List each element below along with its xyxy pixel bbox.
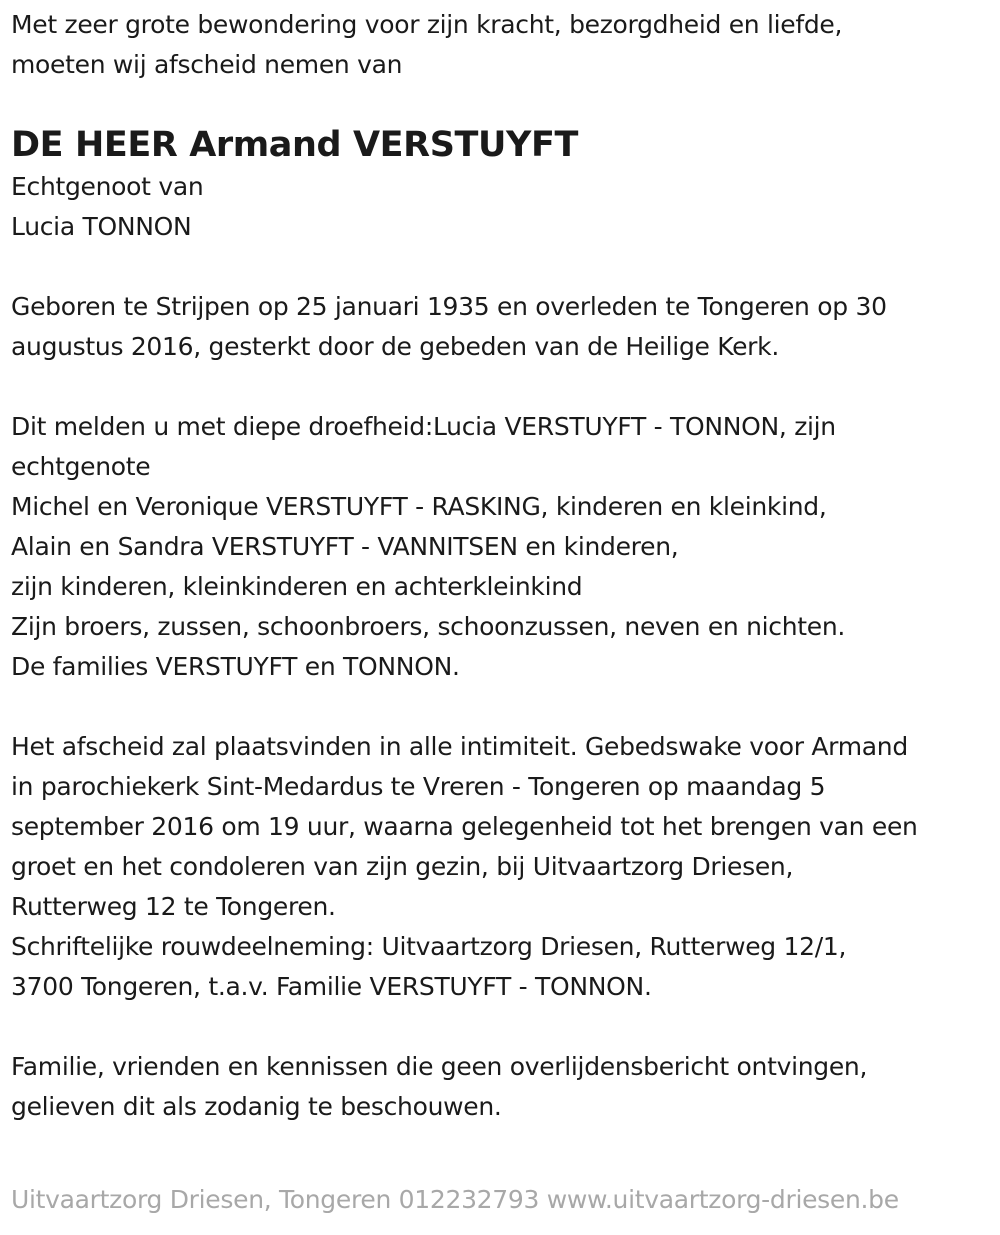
closing-paragraph bbox=[11, 1047, 990, 1127]
family-line: Alain en Sandra VERSTUYFT - VANNITSEN en kinderen, bbox=[11, 532, 679, 561]
family-paragraph bbox=[11, 407, 990, 687]
birth-death-line: augustus 2016, gesterkt door de gebeden van de Heilige Kerk. bbox=[11, 332, 779, 361]
spacer bbox=[11, 247, 990, 287]
family-line: echtgenote bbox=[11, 452, 151, 481]
farewell-line: september 2016 om 19 uur, waarna gelegenheid tot het brengen van een bbox=[11, 812, 918, 841]
family-line: Zijn broers, zussen, schoonbroers, schoonzussen, neven en nichten. bbox=[11, 612, 846, 641]
spacer bbox=[11, 367, 990, 407]
intro-line: Met zeer grote bewondering voor zijn kracht, bezorgdheid en liefde, bbox=[11, 10, 843, 39]
family-line: Dit melden u met diepe droefheid:Lucia VERSTUYFT - TONNON, zijn bbox=[11, 412, 836, 441]
farewell-line: Schriftelijke rouwdeelneming: Uitvaartzorg Driesen, Rutterweg 12/1, bbox=[11, 932, 847, 961]
family-line: De families VERSTUYFT en TONNON. bbox=[11, 652, 460, 681]
farewell-line: groet en het condoleren van zijn gezin, bij Uitvaartzorg Driesen, bbox=[11, 852, 794, 881]
spouse-line: Lucia TONNON bbox=[11, 212, 192, 241]
spacer bbox=[11, 1007, 990, 1047]
farewell-line: Rutterweg 12 te Tongeren. bbox=[11, 892, 336, 921]
obituary-notice bbox=[0, 5, 1000, 1235]
intro-line: moeten wij afscheid nemen van bbox=[11, 50, 403, 79]
closing-line: Familie, vrienden en kennissen die geen overlijdensbericht ontvingen, bbox=[11, 1052, 868, 1081]
spouse-paragraph bbox=[11, 167, 990, 247]
farewell-paragraph bbox=[11, 727, 990, 1007]
closing-line: gelieven dit als zodanig te beschouwen. bbox=[11, 1092, 502, 1121]
funeral-home-footer: Uitvaartzorg Driesen, Tongeren 012232793 www.uitvaartzorg-driesen.be bbox=[11, 1185, 899, 1214]
intro-paragraph bbox=[11, 5, 990, 85]
family-line: zijn kinderen, kleinkinderen en achterkleinkind bbox=[11, 572, 583, 601]
farewell-line: 3700 Tongeren, t.a.v. Familie VERSTUYFT - TONNON. bbox=[11, 972, 652, 1001]
spouse-line: Echtgenoot van bbox=[11, 172, 204, 201]
family-line: Michel en Veronique VERSTUYFT - RASKING, kinderen en kleinkind, bbox=[11, 492, 827, 521]
birth-death-paragraph bbox=[11, 287, 990, 367]
birth-death-line: Geboren te Strijpen op 25 januari 1935 en overleden te Tongeren op 30 bbox=[11, 292, 887, 321]
deceased-name-heading: DE HEER Armand VERSTUYFT bbox=[11, 125, 578, 165]
farewell-line: in parochiekerk Sint-Medardus te Vreren - Tongeren op maandag 5 bbox=[11, 772, 826, 801]
spacer bbox=[11, 687, 990, 727]
farewell-line: Het afscheid zal plaatsvinden in alle intimiteit. Gebedswake voor Armand bbox=[11, 732, 908, 761]
